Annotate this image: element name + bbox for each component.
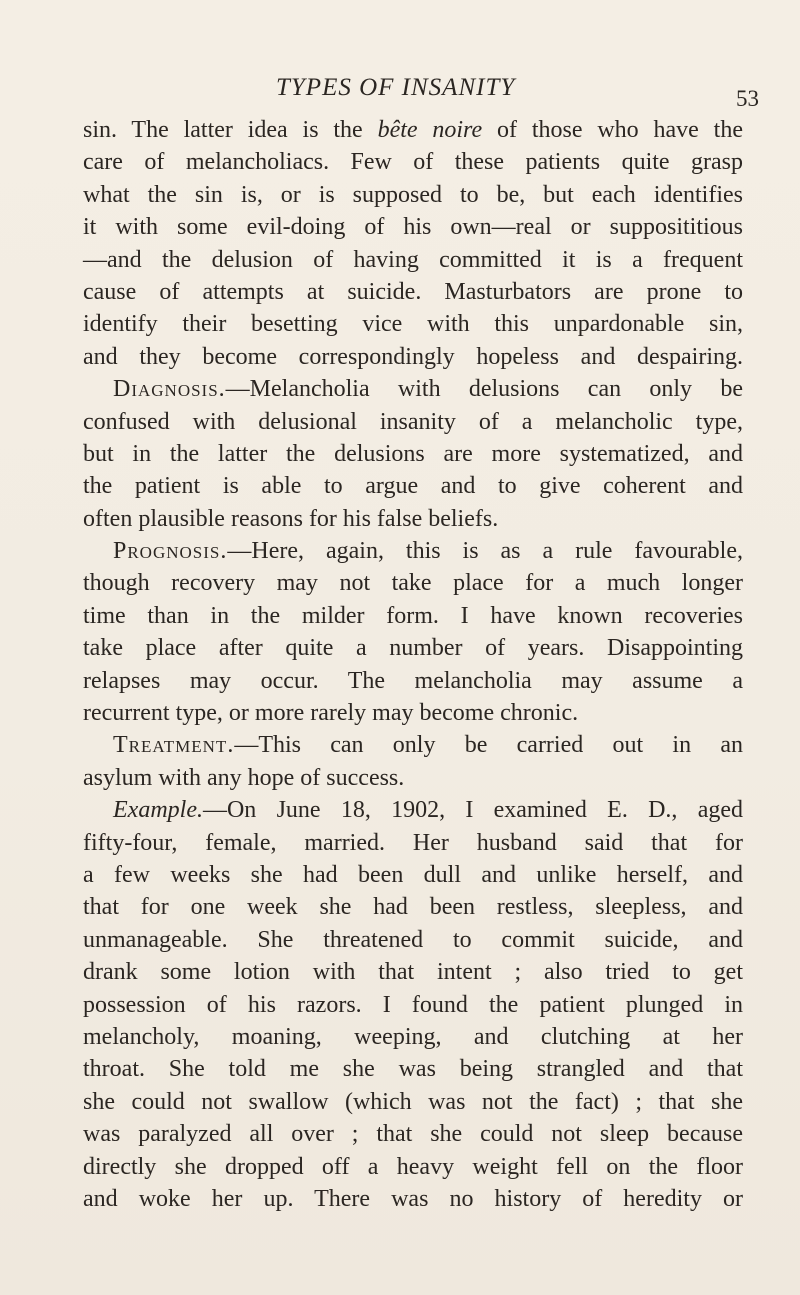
page-number: 53 — [736, 86, 759, 111]
text-line: directly she dropped off a heavy weight fell on the floor — [83, 1153, 743, 1180]
text-line: but in the latter the delusions are more systematized, and — [83, 440, 743, 467]
text-line: recurrent type, or more rarely may become chronic. — [83, 700, 579, 727]
text-line: melancholy, moaning, weeping, and clutching at her — [83, 1023, 743, 1050]
text-line: what the sin is, or is supposed to be, but each identifies — [83, 181, 743, 208]
text-line: though recovery may not take place for a much longer — [83, 570, 743, 597]
text-line — [83, 114, 743, 146]
text-line: care of melancholiacs. Few of these patients quite grasp — [83, 149, 743, 176]
text-line: confused with delusional insanity of a melancholic type, — [83, 408, 743, 435]
text-run: of those who have the — [482, 117, 743, 143]
text-line: a few weeks she had been dull and unlike herself, and — [83, 861, 743, 888]
prognosis-paragraph-start — [83, 535, 743, 567]
text-line: —and the delusion of having committed it is a frequent — [83, 246, 743, 273]
diagnosis-paragraph-start — [83, 373, 743, 405]
text-line: drank some lotion with that intent ; also tried to get — [83, 959, 743, 986]
text-line: unmanageable. She threatened to commit suicide, and — [83, 926, 743, 953]
text-line: time than in the milder form. I have known recoveries — [83, 602, 743, 629]
text-line: take place after quite a number of years. Disappointing — [83, 635, 743, 662]
text-line: relapses may occur. The melancholia may assume a — [83, 667, 743, 694]
text-line: often plausible reasons for his false beliefs. — [83, 505, 499, 532]
text-line: identify their besetting vice with this unpardonable sin, — [83, 311, 743, 338]
text-line: and they become correspondingly hopeless and despairing. — [83, 343, 743, 370]
text-line: fifty-four, female, married. Her husband said that for — [83, 829, 743, 856]
text-run: sin. The latter idea is the — [83, 117, 378, 143]
example-paragraph-start — [83, 794, 743, 826]
running-header — [0, 74, 800, 114]
text-line: was paralyzed all over ; that she could not sleep because — [83, 1121, 743, 1148]
text-line: she could not swallow (which was not the fact) ; that she — [83, 1088, 743, 1115]
running-title: TYPES OF INSANITY — [276, 74, 516, 101]
treatment-paragraph-start — [83, 729, 743, 761]
text-line: and woke her up. There was no history of heredity or — [83, 1185, 743, 1212]
body-text — [83, 114, 743, 1215]
text-line: asylum with any hope of success. — [83, 764, 405, 791]
section-heading-treatment: Treatment. — [113, 732, 235, 759]
text-run: —Here, again, this is as a rule favourable, — [227, 538, 743, 565]
text-line: throat. She told me she was being strangled and that — [83, 1056, 743, 1083]
text-line: that for one week she had been restless, sleepless, and — [83, 894, 743, 921]
text-line: cause of attempts at suicide. Masturbators are prone to — [83, 278, 743, 305]
text-line: possession of his razors. I found the patient plunged in — [83, 991, 743, 1018]
section-heading-example: Example. — [113, 797, 203, 824]
italic-phrase: bête noire — [377, 117, 483, 143]
text-run: —Melancholia with delusions can only be — [225, 376, 743, 403]
section-heading-prognosis: Prognosis. — [113, 538, 228, 565]
section-heading-diagnosis: Diagnosis. — [113, 376, 226, 403]
text-line: the patient is able to argue and to give coherent and — [83, 473, 743, 500]
text-line: it with some evil-doing of his own—real or supposititious — [83, 214, 743, 241]
text-run: —On June 18, 1902, I examined E. D., aged — [202, 797, 743, 824]
text-run: —This can only be carried out in an — [234, 732, 743, 759]
